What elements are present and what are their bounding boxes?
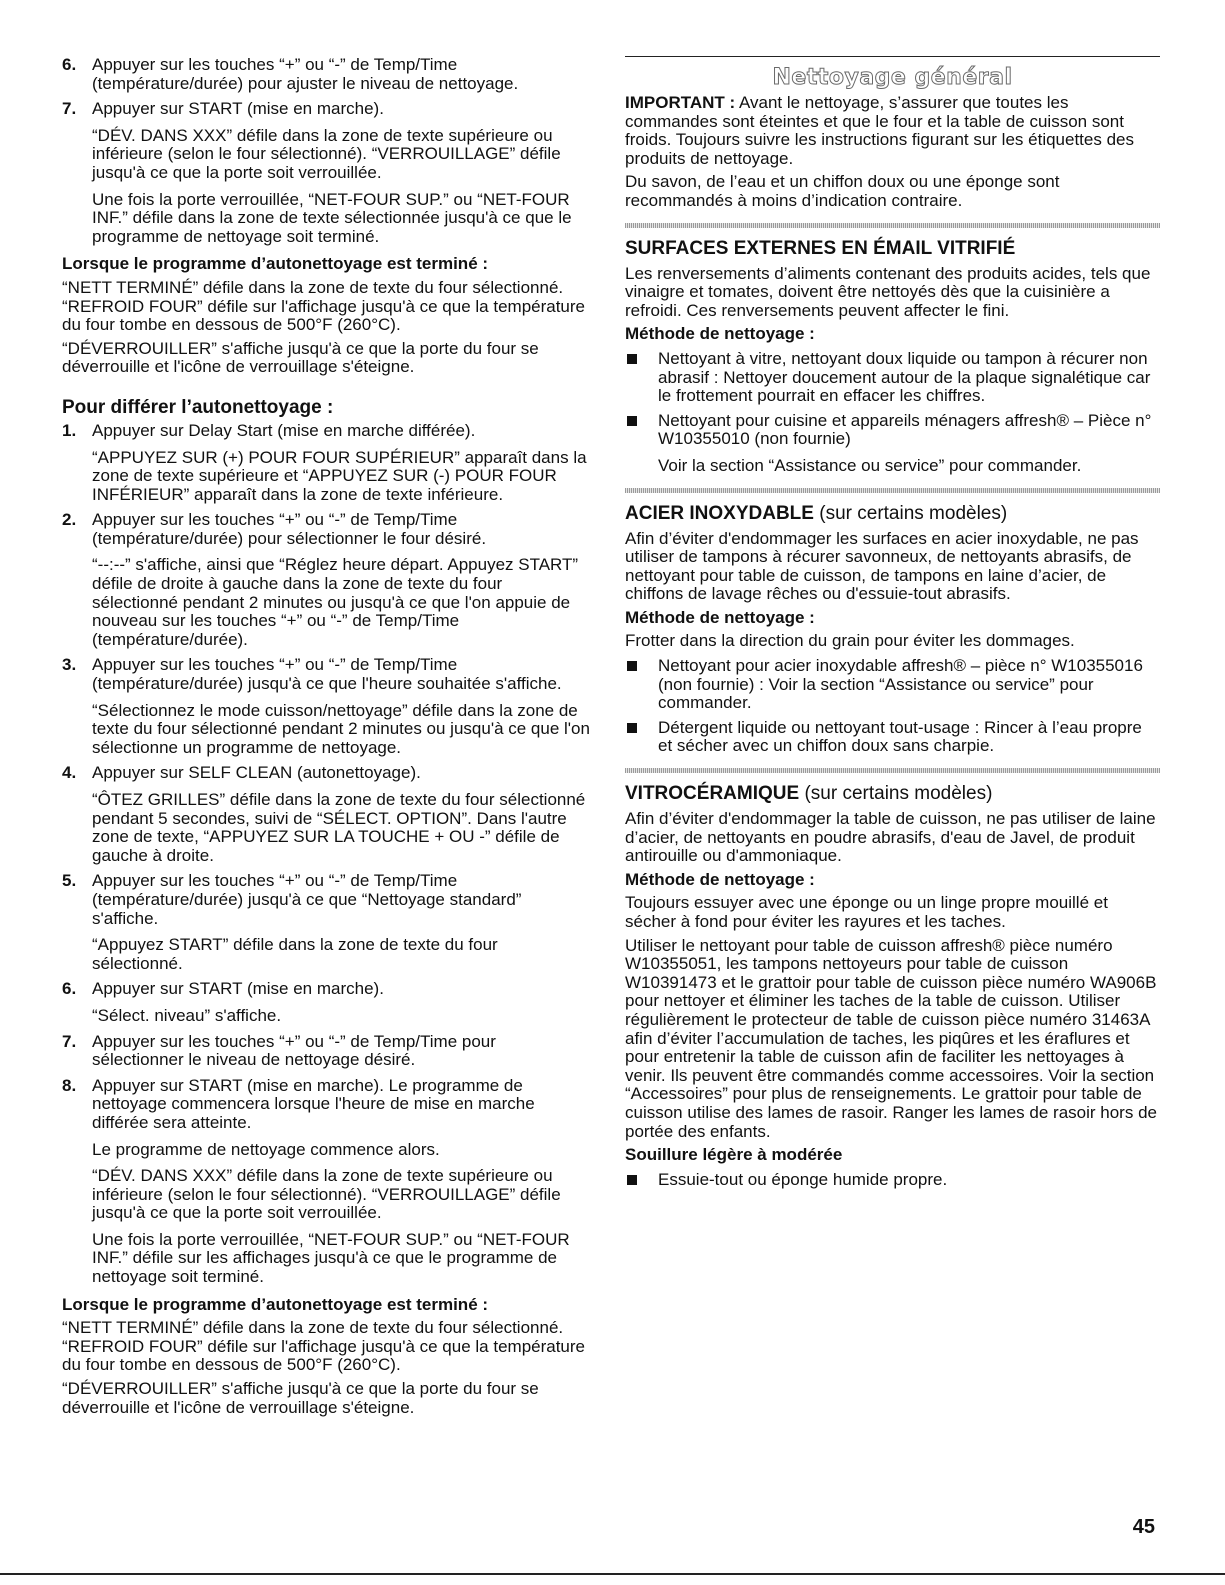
step-number: 2. [62,510,77,530]
bullet-item [625,719,1160,756]
bullet-text: Nettoyant à vitre, nettoyant doux liquide ou tampon à récurer non abrasif : Nettoyer doucement autour de la plaque signalétique car le frottement pourrait en effacer les chiffres. [658,348,1151,406]
section-paragraph: Afin d’éviter d'endommager les surfaces en acier inoxydable, ne pas utiliser de tampons à récurer savonneux, de nettoyants abrasifs, de nettoyant pour table de cuisson, de tampons en laine d’acier, de chiffons de lavage rêches ou d'essuie-tout abrasifs. [625,528,1139,604]
bullet-text: Détergent liquide ou nettoyant tout-usage : Rincer à l’eau propre et sécher avec un chiffon doux sans charpie. [658,717,1142,756]
step-text: Appuyer sur les touches “+” ou “-” de Temp/Time (température/durée) pour ajuster le niveau de nettoyage. [92,55,519,93]
step-body [92,764,592,865]
section-paragraph: Les renversements d’aliments contenant des produits acides, tels que vinaigre et tomates, doivent être nettoyés dès que la cuisinière a refroidi. Ces renversements peuvent affecter le fini. [625,263,1151,320]
bullet-body [658,657,1160,713]
step-body [92,656,592,757]
section-heading-bold: VITROCÉRAMIQUE [625,783,800,805]
numbered-step [62,56,592,93]
first-steps-list [62,56,592,246]
step-body [92,100,592,246]
step-text: Appuyer sur START (mise en marche). [92,979,384,999]
square-bullet-icon [627,1175,637,1185]
bullet-text: Nettoyant pour cuisine et appareils ménagers affresh® – Pièce n° W10355010 (non fournie) [658,410,1152,449]
step-text: Appuyer sur SELF CLEAN (autonettoyage). [92,763,421,783]
step-text: Appuyer sur Delay Start (mise en marche différée). [92,420,476,440]
sub-heading: Souillure légère à modérée [625,1145,843,1165]
section-title: Nettoyage général [772,65,1013,90]
step-detail: “Sélectionnez le mode cuisson/nettoyage” défile dans la zone de texte du four sélectionné pendant 2 minutes ou jusqu'à ce que l'on sélectionne un programme de nettoyage. [92,700,590,757]
step-text: Appuyer sur START (mise en marche). Le programme de nettoyage commencera lorsque l'heure de mise en marche différée sera atteinte. [92,1075,535,1132]
paragraph: “DÉVERROUILLER” s'affiche jusqu'à ce que la porte du four se déverrouille et l'icône de verrouillage s'éteigne. [62,1379,539,1417]
section-heading [625,783,1160,805]
right-column [625,56,1160,1189]
step-number: 6. [62,55,77,74]
method-heading: Méthode de nettoyage : [625,869,815,889]
paragraph: “NETT TERMINÉ” défile dans la zone de texte du four sélectionné. “REFROID FOUR” défile sur l'affichage jusqu'à ce que la température du four tombe en dessous de 500°F (260°C). [62,277,586,335]
step-detail: “DÉV. DANS XXX” défile dans la zone de texte supérieure ou inférieure (selon le four sélectionné). “VERROUILLAGE” défile jusqu'à ce que la porte soit verrouillée. [92,1166,561,1223]
method-paragraph: Utiliser le nettoyant pour table de cuisson affresh® pièce numéro W10355051, les tampons nettoyeurs pour table de cuisson W10391473 et le grattoir pour table de cuisson pièce numéro WA906B pour nettoyer et éliminer les taches de la table de cuisson. Utiliser régulièrement le protecteur de table de cuisson pièce numéro 31463A afin d’éviter l’accumulation de taches, les piqûres et les éraflures et pour entretenir la table de cuisson afin de faciliter les nettoyages à venir. Ils peuvent être commandés comme accessoires. Voir la section “Accessoires” pour plus de renseignements. Le grattoir pour table de cuisson utilise des lames de rasoir. Ranger les lames de rasoir hors de portée des enfants. [625,935,1157,1141]
step-body [92,422,592,504]
bullet-body [658,412,1160,476]
step-detail: Une fois la porte verrouillée, “NET-FOUR SUP.” ou “NET-FOUR INF.” défile sur les affichages jusqu'à ce que le programme de nettoyage soit terminé. [92,1229,570,1287]
important-label: IMPORTANT : [625,93,736,112]
bullet-body [658,719,1160,756]
step-detail: “DÉV. DANS XXX” défile dans la zone de texte supérieure ou inférieure (selon le four sélectionné). “VERROUILLAGE” défile jusqu'à ce que la porte soit verrouillée. [92,125,561,182]
step-number: 4. [62,763,77,783]
numbered-step [62,656,592,757]
section-heading-bold: SURFACES EXTERNES EN ÉMAIL VITRIFIÉ [625,237,1016,259]
numbered-step [62,764,592,865]
section-heading-bold: ACIER INOXYDABLE [625,502,814,524]
step-number: 3. [62,655,77,675]
bullet-item [625,1171,1160,1190]
bullet-body [658,1171,1160,1190]
end-heading-1: Lorsque le programme d’autonettoyage est terminé : [62,254,489,274]
section-heading-note: (sur certains modèles) [799,783,993,805]
hatched-divider [625,768,1160,773]
delay-heading: Pour différer l’autonettoyage : [62,396,334,418]
step-number: 5. [62,871,77,891]
important-text: Avant le nettoyage, s’assurer que toutes les commandes sont éteintes et que le four et la table de cuisson sont froids. Toujours suivre les instructions figurant sur les étiquettes des produits de nettoyage. [625,93,1134,168]
bullet-body [658,350,1160,406]
step-number: 1. [62,420,77,440]
step-number: 8. [62,1075,77,1095]
hatched-divider [625,488,1160,493]
numbered-step [62,980,592,1025]
section-heading [625,238,1160,260]
end-paragraphs-1 [62,279,592,377]
numbered-step [62,872,592,973]
step-number: 7. [62,99,77,119]
bottom-rule [0,1573,1225,1575]
bullet-item [625,657,1160,713]
method-paragraph: Toujours essuyer avec une éponge ou un linge propre mouillé et sécher à fond pour éviter les rayures et les taches. [625,893,1108,931]
step-body [92,1033,592,1070]
section-heading [625,503,1160,525]
bullet-detail: Voir la section “Assistance ou service” pour commander. [658,455,1082,475]
step-detail: “--:--” s'affiche, ainsi que “Réglez heure départ. Appuyez START” défile de droite à gauche dans la zone de texte du four sélectionné pendant 2 minutes ou jusqu'à ce que l'on appuie de nouveau sur les touches “+” ou “-” de Temp/Time (température/durée). [92,555,579,649]
page-number: 45 [1132,1516,1155,1538]
numbered-step [62,422,592,504]
important-note [625,94,1160,168]
step-text: Appuyer sur les touches “+” ou “-” de Temp/Time (température/durée) jusqu'à ce que “Nettoyage standard” s'affiche. [92,871,522,928]
left-column [62,56,592,1417]
step-body [92,1077,592,1287]
step-body [92,511,592,649]
end-heading-2: Lorsque le programme d’autonettoyage est terminé : [62,1294,489,1314]
cleaning-sections [625,223,1160,1190]
numbered-step [62,1033,592,1070]
intro-paragraph: Du savon, de l’eau et un chiffon doux ou une éponge sont recommandés à moins d’indication contraire. [625,172,1060,210]
step-number: 7. [62,1031,77,1051]
numbered-step [62,1077,592,1287]
square-bullet-icon [627,661,637,671]
step-detail: “Appuyez START” défile dans la zone de texte du four sélectionné. [92,935,498,973]
method-heading: Méthode de nettoyage : [625,607,815,627]
step-text: Appuyer sur les touches “+” ou “-” de Temp/Time (température/durée) jusqu'à ce que l'heure souhaitée s'affiche. [92,655,562,694]
section-paragraph: Afin d’éviter d'endommager la table de cuisson, ne pas utiliser de laine d’acier, de nettoyants en poudre abrasifs, d'eau de Javel, de produit antirouille ou d'ammoniaque. [625,809,1156,866]
step-detail: “Sélect. niveau” s'affiche. [92,1005,282,1025]
paragraph: “NETT TERMINÉ” défile dans la zone de texte du four sélectionné. “REFROID FOUR” défile sur l'affichage jusqu'à ce que la température du four tombe en dessous de 500°F (260°C). [62,1318,586,1375]
step-text: Appuyer sur les touches “+” ou “-” de Temp/Time (température/durée) pour sélectionner le four désiré. [92,510,487,548]
step-detail: “APPUYEZ SUR (+) POUR FOUR SUPÉRIEUR” apparaît dans la zone de texte supérieure et “APPUYEZ SUR (-) POUR FOUR INFÉRIEUR” apparaît dans la zone de texte inférieure. [92,447,587,504]
step-text: Appuyer sur les touches “+” ou “-” de Temp/Time pour sélectionner le niveau de nettoyage désiré. [92,1031,496,1070]
end-paragraphs-2 [62,1319,592,1417]
step-text: Appuyer sur START (mise en marche). [92,99,384,119]
section-heading-note: (sur certains modèles) [813,502,1008,524]
hatched-divider [625,223,1160,228]
numbered-step [62,511,592,649]
step-body [92,980,592,1025]
step-number: 6. [62,979,77,999]
step-body [92,56,592,93]
square-bullet-icon [627,416,637,426]
method-paragraph: Frotter dans la direction du grain pour éviter les dommages. [625,631,1075,651]
square-bullet-icon [627,354,637,364]
top-divider [625,56,1160,57]
bullet-item [625,350,1160,406]
bullet-item [625,412,1160,476]
method-heading: Méthode de nettoyage : [625,324,815,344]
bullet-text: Nettoyant pour acier inoxydable affresh® – pièce n° W10355016 (non fournie) : Voir la section “Assistance ou service” pour commander. [658,656,1143,713]
step-detail: “ÔTEZ GRILLES” défile dans la zone de texte du four sélectionné pendant 5 secondes, suivi de “SÉLECT. OPTION”. Dans l'autre zone de texte, “APPUYEZ SUR LA TOUCHE + OU -” défile de gauche à droite. [92,790,586,865]
delay-steps-list [62,422,592,1287]
square-bullet-icon [627,723,637,733]
paragraph: “DÉVERROUILLER” s'affiche jusqu'à ce que la porte du four se déverrouille et l'icône de verrouillage s'éteigne. [62,338,539,377]
numbered-step [62,100,592,246]
bullet-text: Essuie-tout ou éponge humide propre. [658,1169,948,1189]
step-detail: Une fois la porte verrouillée, “NET-FOUR SUP.” ou “NET-FOUR INF.” défile dans la zone de texte sélectionnée jusqu'à ce que le programme de nettoyage soit terminé. [92,189,572,246]
step-body [92,872,592,973]
step-detail: Le programme de nettoyage commence alors. [92,1139,440,1159]
